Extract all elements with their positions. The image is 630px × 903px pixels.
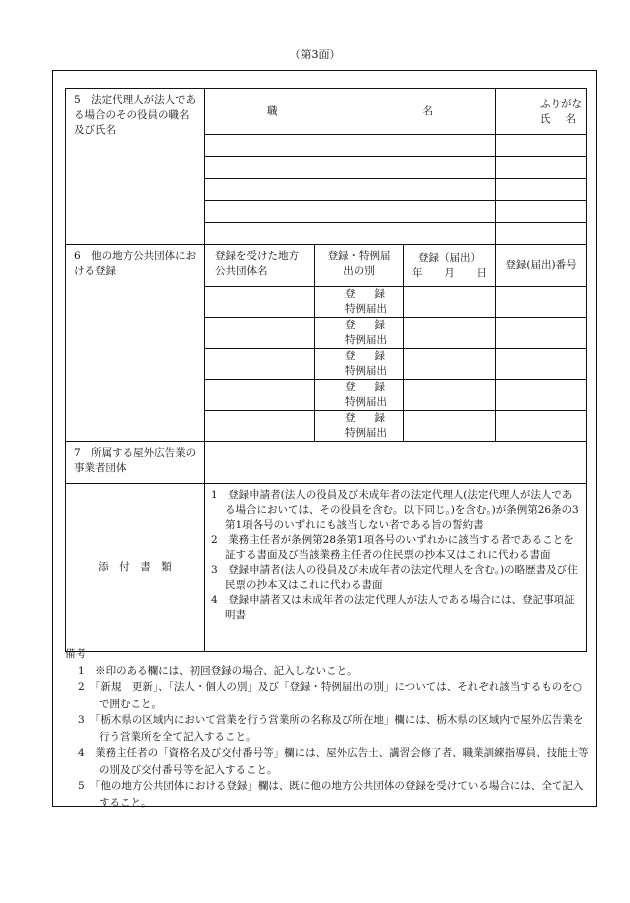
note-item: 4 業務主任者の「資格名及び交付番号等」欄には、屋外広告士、講習会修了者、職業訓練指導員、技能士等の別及び交付番号等を記入すること。	[78, 747, 589, 776]
section7-row	[66, 442, 587, 484]
body-field[interactable]	[205, 318, 315, 349]
section6-label: 6 他の地方公共団体における登録	[66, 245, 205, 442]
attachment-item: 4 登録申請者又は未成年者の法定代理人が法人である場合には、登記事項証明書	[211, 594, 575, 621]
reg-char-2: 録	[374, 412, 385, 424]
form-frame	[52, 70, 597, 807]
registration-type-choice[interactable]	[315, 287, 404, 318]
tokurei-label: 特例届出	[345, 365, 387, 377]
officer-title-field[interactable]	[205, 201, 496, 223]
officer-name-field[interactable]	[496, 157, 587, 179]
note-item: 1 ※印のある欄には、初回登録の場合、記入しないこと。	[78, 664, 358, 677]
association-field[interactable]	[205, 442, 587, 484]
officer-title-field[interactable]	[205, 135, 496, 157]
officer-title-field[interactable]	[205, 223, 496, 245]
officer-name-field[interactable]	[496, 135, 587, 157]
registration-type-choice[interactable]	[315, 318, 404, 349]
officer-name-field[interactable]	[496, 223, 587, 245]
reg-char-1: 登	[345, 350, 356, 362]
section6-col-number: 登録(届出)番号	[496, 245, 587, 287]
col-date-day: 日	[476, 266, 488, 279]
kana-char-3: が	[561, 97, 572, 110]
officer-name-field[interactable]	[496, 201, 587, 223]
kana-char-1: ふ	[540, 97, 551, 110]
page-label: （第3面）	[289, 48, 341, 61]
tokurei-label: 特例届出	[345, 396, 387, 408]
tokurei-label: 特例届出	[345, 427, 387, 439]
attachments-list	[205, 484, 587, 652]
note-item: 2 「新規 更新」、「法人・個人の別」及び「登録・特例届出の別」については、それぞれ該当するものを○で囲むこと。	[78, 681, 582, 710]
date-field[interactable]	[404, 287, 496, 318]
body-field[interactable]	[205, 380, 315, 411]
attachment-item: 1 登録申請者(法人の役員及び未成年者の法定代理人(法定代理人が法人である場合においては、その役員を含む。以下同じ。)を含む。)が条例第26条の3第1項各号のいずれにも該当しない者である旨の誓約書	[211, 489, 579, 531]
kana-char-2: り	[550, 97, 562, 110]
date-field[interactable]	[404, 349, 496, 380]
section6-col-date	[404, 245, 496, 287]
attachments-row	[66, 484, 587, 652]
col-date-year: 年	[412, 266, 423, 279]
col-date-line1: 登録（届出）	[418, 251, 482, 264]
reg-char-1: 登	[345, 412, 356, 424]
notes-section	[65, 646, 591, 811]
registration-type-choice[interactable]	[315, 380, 404, 411]
section7-label: 7 所属する屋外広告業の事業者団体	[66, 442, 205, 484]
number-field[interactable]	[496, 287, 587, 318]
col-title-char-1: 職	[267, 105, 278, 117]
body-field[interactable]	[205, 287, 315, 318]
section6-header-row	[66, 245, 587, 287]
reg-char-2: 録	[374, 288, 385, 300]
section6-col-body: 登録を受けた地方公共団体名	[205, 245, 315, 287]
attachment-item: 2 業務主任者が条例第28条第1項各号のいずれかに該当する者であることを証する書面及び当該業務主任者の住民票の抄本又はこれに代わる書面	[211, 534, 574, 561]
note-item: 3 「栃木県の区域内において営業を行う営業所の名称及び所在地」欄には、栃木県の区域内で屋外広告業を行う営業所を全て記入すること。	[78, 714, 584, 743]
notes-title: 備考	[65, 648, 86, 660]
number-field[interactable]	[496, 318, 587, 349]
officer-name-field[interactable]	[496, 179, 587, 201]
name-char-1: 氏	[540, 112, 551, 125]
registration-type-choice[interactable]	[315, 349, 404, 380]
number-field[interactable]	[496, 411, 587, 442]
col-date-month: 月	[444, 266, 455, 279]
application-form-table	[65, 88, 587, 652]
date-field[interactable]	[404, 318, 496, 349]
officer-title-field[interactable]	[205, 179, 496, 201]
section5-col-name	[496, 89, 587, 135]
tokurei-label: 特例届出	[345, 303, 387, 315]
col-title-char-2: 名	[422, 105, 434, 117]
number-field[interactable]	[496, 349, 587, 380]
registration-type-choice[interactable]	[315, 411, 404, 442]
section6-col-type: 登録・特例届出の別	[315, 245, 404, 287]
section5-label: 5 法定代理人が法人である場合のその役員の職名及び氏名	[66, 89, 205, 245]
reg-char-1: 登	[345, 319, 356, 331]
section5-col-title	[205, 89, 496, 135]
number-field[interactable]	[496, 380, 587, 411]
body-field[interactable]	[205, 349, 315, 380]
body-field[interactable]	[205, 411, 315, 442]
name-char-2: 名	[565, 112, 577, 125]
reg-char-1: 登	[345, 288, 356, 300]
attachment-item: 3 登録申請者(法人の役員及び未成年者の法定代理人を含む。)の略歴書及び住民票の抄本又はこれに代わる書面	[211, 564, 578, 591]
officer-title-field[interactable]	[205, 157, 496, 179]
reg-char-2: 録	[374, 319, 385, 331]
kana-char-4: な	[571, 97, 583, 110]
date-field[interactable]	[404, 380, 496, 411]
date-field[interactable]	[404, 411, 496, 442]
note-item: 5 「他の地方公共団体における登録」欄は、既に他の地方公共団体の登録を受けている場合には、全て記入すること。	[78, 780, 584, 809]
section5-header-row	[66, 89, 587, 135]
reg-char-1: 登	[345, 381, 356, 393]
reg-char-2: 録	[374, 350, 385, 362]
tokurei-label: 特例届出	[345, 334, 387, 346]
attachments-label: 添 付 書 類	[66, 484, 205, 652]
reg-char-2: 録	[374, 381, 385, 393]
